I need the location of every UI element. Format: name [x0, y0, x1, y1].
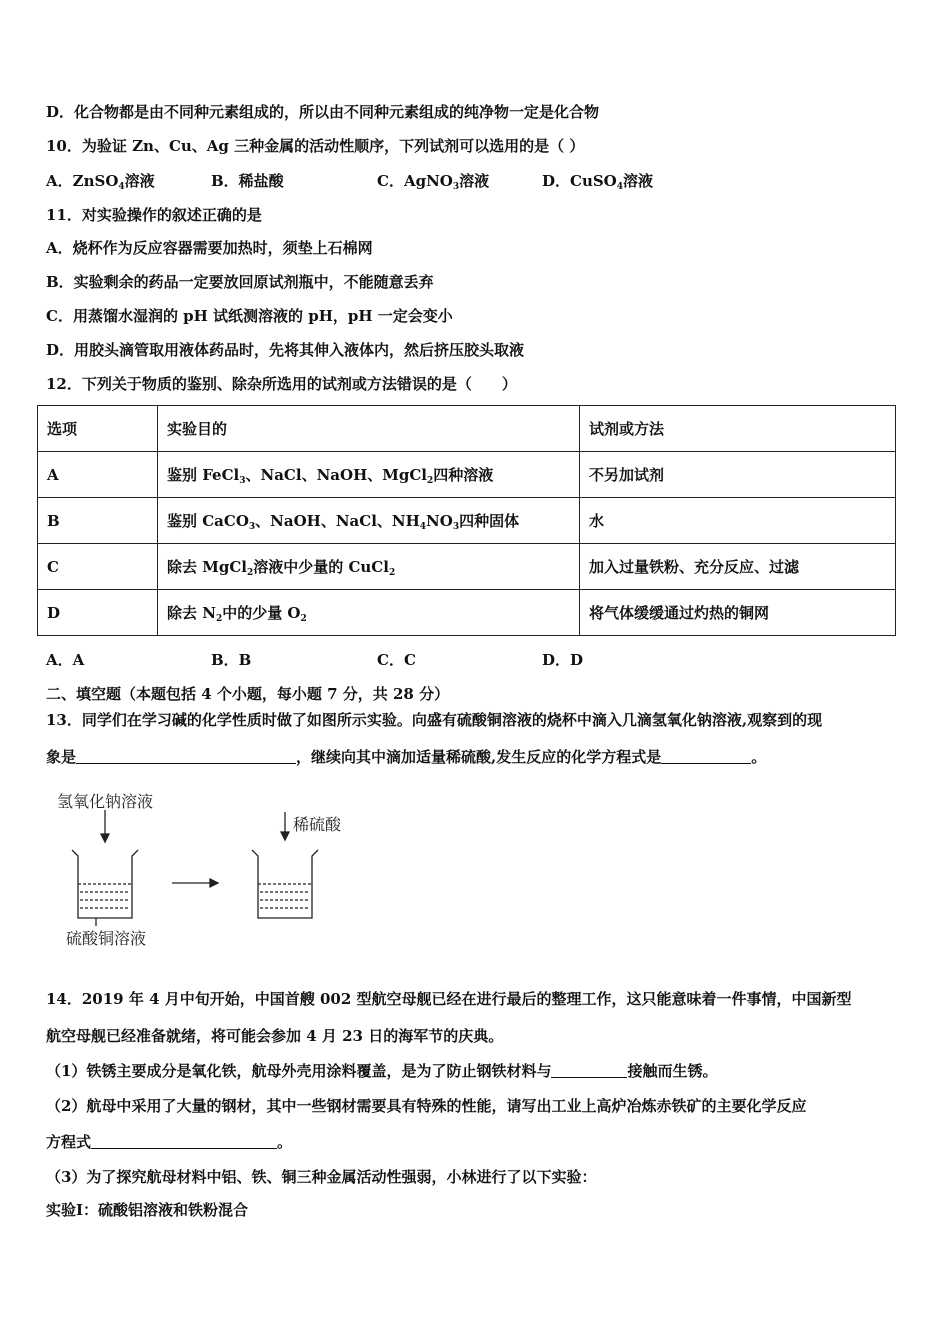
- q12-option-a: A．A: [46, 651, 85, 669]
- q14-part3: （3）为了探究航母材料中铝、铁、铜三种金属活动性强弱，小林进行了以下实验：: [46, 1168, 597, 1186]
- naoh-label: 氢氧化钠溶液: [57, 792, 154, 811]
- arrow-head-icon: [281, 832, 289, 840]
- q14-part2-line1: （2）航母中采用了大量的钢材，其中一些钢材需要具有特殊的性能，请写出工业上高炉冶炼赤铁矿的主要化学反应: [46, 1097, 807, 1115]
- q14-part1: （1）铁锈主要成分是氧化铁，航母外壳用涂料覆盖，是为了防止钢铁材料与 接触而生锈。: [46, 1062, 718, 1080]
- q9-option-d: D．化合物都是由不同种元素组成的，所以由不同种元素组成的纯净物一定是化合物: [46, 103, 600, 121]
- row-purpose: 除去 $N_2$中的少量 $O_2$: [158, 590, 580, 636]
- row-purpose: 鉴别 FeCl$_3$、NaCl、NaOH、MgCl$_2$四种溶液: [158, 452, 580, 498]
- q14-part2-line2: 方程式 。: [46, 1133, 293, 1151]
- q11-option-c: C．用蒸馏水湿润的 pH 试纸测溶液的 pH，pH 一定会变小: [46, 307, 453, 325]
- q12-option-c: C．C: [377, 651, 416, 669]
- row-method: 水: [580, 498, 896, 544]
- header-option: 选项: [38, 406, 158, 452]
- q12-option-b: B．B: [211, 651, 252, 669]
- row-purpose: 除去 MgCl$_2$溶液中少量的 CuCl$_2$: [158, 544, 580, 590]
- header-method: 试剂或方法: [580, 406, 896, 452]
- q10-stem: 10．为验证 Zn、Cu、Ag 三种金属的活动性顺序，下列试剂可以选用的是（ ）: [46, 137, 585, 155]
- q10-option-c: C．AgNO$_3$溶液: [377, 172, 490, 192]
- section-heading: 二、填空题（本题包括 4 个小题，每小题 7 分，共 28 分）: [46, 685, 450, 703]
- q11-option-a: A．烧杯作为反应容器需要加热时，须垫上石棉网: [46, 239, 373, 257]
- answer-blank[interactable]: [91, 1133, 277, 1149]
- cuso4-label: 硫酸铜溶液: [66, 929, 147, 948]
- row-option: D: [38, 590, 158, 636]
- q11-stem: 11．对实验操作的叙述正确的是: [46, 206, 262, 224]
- row-method: 将气体缓缓通过灼热的铜网: [580, 590, 896, 636]
- beaker-diagram: [0, 0, 400, 960]
- row-method: 加入过量铁粉、充分反应、过滤: [580, 544, 896, 590]
- q13-line2: 象是 ，继续向其中滴加适量稀硫酸,发生反应的化学方程式是 。: [46, 748, 767, 766]
- arrow-head-icon: [101, 834, 109, 842]
- q12-stem: 12．下列关于物质的鉴别、除杂所选用的试剂或方法错误的是（ ）: [46, 375, 517, 393]
- q10-option-b: B．稀盐酸: [211, 172, 284, 190]
- q13-line1: 13．同学们在学习碱的化学性质时做了如图所示实验。向盛有硫酸铜溶液的烧杯中滴入几滴氢氧化钠溶液,观察到的现: [46, 711, 823, 729]
- q11-option-b: B．实验剩余的药品一定要放回原试剂瓶中，不能随意丢弃: [46, 273, 434, 291]
- acid-label: 稀硫酸: [293, 815, 342, 834]
- q10-option-a: A．ZnSO$_4$溶液: [46, 172, 155, 192]
- answer-blank[interactable]: [551, 1062, 627, 1078]
- q11-option-d: D．用胶头滴管取用液体药品时，先将其伸入液体内，然后挤压胶头取液: [46, 341, 525, 359]
- q14-line1: 14．2019 年 4 月中旬开始，中国首艘 002 型航空母舰已经在进行最后的整理工作，这只能意味着一件事情，中国新型: [46, 990, 852, 1008]
- row-option: C: [38, 544, 158, 590]
- row-option: A: [38, 452, 158, 498]
- q14-line2: 航空母舰已经准备就绪，将可能会参加 4 月 23 日的海军节的庆典。: [46, 1027, 504, 1045]
- q14-experiment1: 实验Ⅰ：硫酸铝溶液和铁粉混合: [46, 1201, 249, 1219]
- row-method: 不另加试剂: [580, 452, 896, 498]
- row-purpose: 鉴别 CaCO$_3$、NaOH、NaCl、$NH_4NO_3$四种固体: [158, 498, 580, 544]
- q10-option-d: D．CuSO$_4$溶液: [542, 172, 654, 192]
- q12-option-d: D．D: [542, 651, 584, 669]
- answer-blank[interactable]: [661, 748, 751, 764]
- header-purpose: 实验目的: [158, 406, 580, 452]
- row-option: B: [38, 498, 158, 544]
